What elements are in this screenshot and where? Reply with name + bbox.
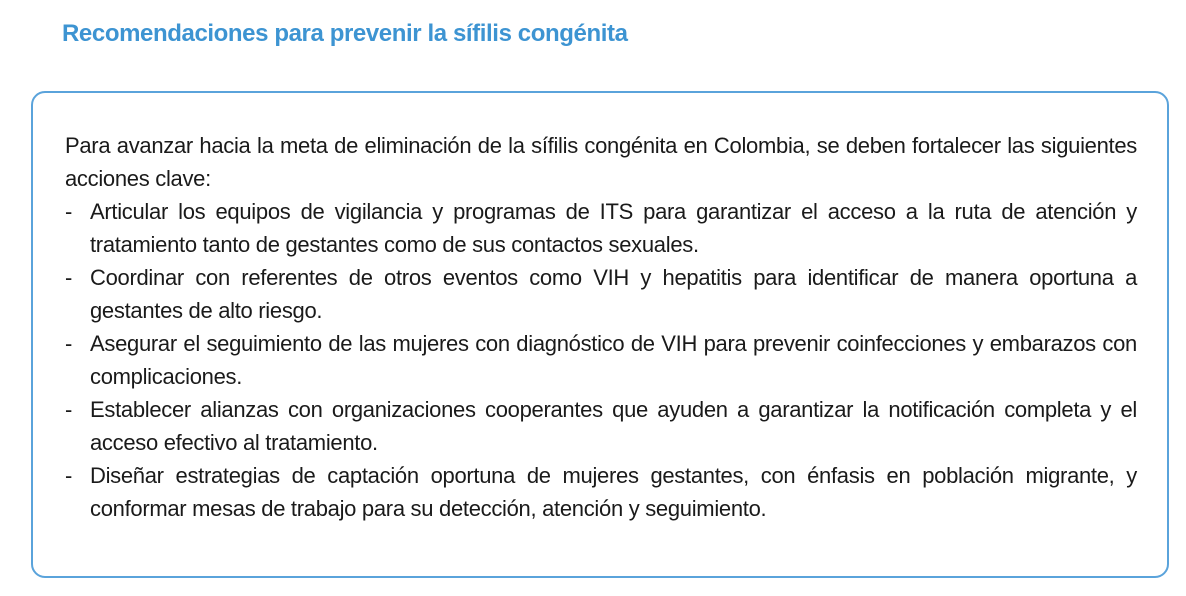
action-text: Asegurar el seguimiento de las mujeres con diagnóstico de VIH para prevenir coinfecciones y embarazos con complicaciones. — [90, 331, 1137, 389]
list-item — [65, 327, 1137, 393]
action-text: Coordinar con referentes de otros eventos como VIH y hepatitis para identificar de manera oportuna a gestantes de alto riesgo. — [90, 265, 1137, 323]
bullet-dash: - — [65, 199, 73, 224]
action-text: Articular los equipos de vigilancia y programas de ITS para garantizar el acceso a la ruta de atención y tratamiento tanto de gestantes como de sus contactos sexuales. — [90, 199, 1137, 257]
list-item — [65, 459, 1137, 525]
bullet-dash: - — [65, 265, 73, 290]
section-heading: Recomendaciones para prevenir la sífilis congénita — [62, 20, 628, 47]
recommendations-content — [65, 129, 1137, 525]
bullet-dash: - — [65, 397, 73, 422]
list-item — [65, 261, 1137, 327]
list-item — [65, 393, 1137, 459]
intro-paragraph: Para avanzar hacia la meta de eliminación de la sífilis congénita en Colombia, se deben fortalecer las siguientes acciones clave: — [65, 133, 1137, 191]
recommendations-box — [31, 91, 1169, 578]
list-item — [65, 195, 1137, 261]
bullet-dash: - — [65, 463, 73, 488]
bullet-dash: - — [65, 331, 73, 356]
action-text: Establecer alianzas con organizaciones cooperantes que ayuden a garantizar la notificación completa y el acceso efectivo al tratamiento. — [90, 397, 1137, 455]
actions-list — [65, 195, 1137, 525]
action-text: Diseñar estrategias de captación oportuna de mujeres gestantes, con énfasis en población migrante, y conformar mesas de trabajo para su detección, atención y seguimiento. — [90, 463, 1137, 521]
